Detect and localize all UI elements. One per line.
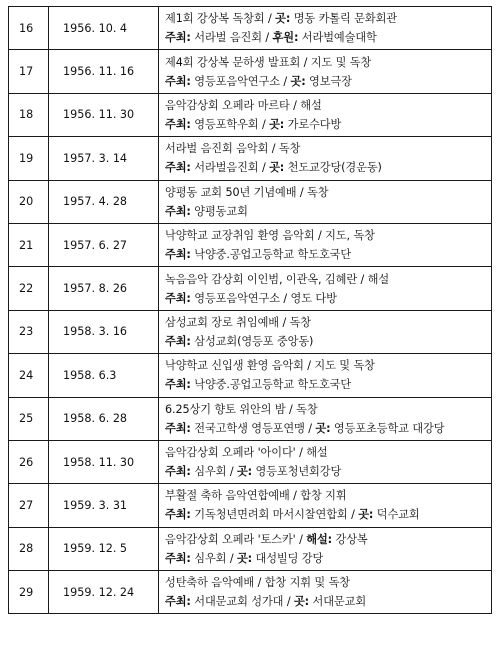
field-text: 서라벌 음진회 음악회 / 독창 <box>165 142 301 156</box>
table-row <box>9 484 492 527</box>
field-text: 제1회 강상복 독창회 / <box>165 12 276 26</box>
field-text: 삼성교회(영등포 중앙동) <box>190 334 314 348</box>
event-title-line <box>165 400 491 419</box>
field-text: 녹음음악 감상회 이인범, 이관옥, 김혜란 / 해설 <box>165 272 390 286</box>
event-host-line <box>165 549 491 568</box>
event-date: 1957. 8. 26 <box>49 267 159 310</box>
event-date: 1959. 12. 24 <box>49 571 159 614</box>
field-text: 낙양중.공업고등학교 학도호국단 <box>190 378 352 392</box>
event-host-line <box>165 245 491 264</box>
field-label: 주최: <box>165 161 191 175</box>
event-number: 23 <box>9 310 49 353</box>
event-title-line <box>165 139 491 158</box>
event-number: 22 <box>9 267 49 310</box>
table-row <box>9 527 492 570</box>
event-number: 24 <box>9 354 49 397</box>
field-text: 음악감상회 오페라 '아이다' / 해설 <box>165 446 328 460</box>
event-date: 1958. 11. 30 <box>49 440 159 483</box>
event-host-line <box>165 419 491 438</box>
event-table <box>8 6 492 614</box>
field-label: 주최: <box>165 465 191 479</box>
field-text: 심우회 / <box>190 465 237 479</box>
event-description <box>159 7 492 50</box>
field-text: 가로수다방 <box>284 117 342 131</box>
event-date: 1959. 3. 31 <box>49 484 159 527</box>
field-text: 영등포음악연구소 / 영도 다방 <box>190 291 337 305</box>
field-label: 주최: <box>165 421 191 435</box>
field-label: 주최: <box>165 595 191 609</box>
event-date: 1958. 6.3 <box>49 354 159 397</box>
field-text: 영등포청년회강당 <box>252 465 342 479</box>
field-label: 주최: <box>165 248 191 262</box>
field-label: 곳: <box>236 465 253 479</box>
event-description <box>159 571 492 614</box>
event-title-line <box>165 226 491 245</box>
field-text: 낙양학교 교장취임 환영 음악회 / 지도, 독창 <box>165 229 375 243</box>
field-text: 양평동교회 <box>190 204 248 218</box>
field-text: 기독청년면려회 마서시찰연합회 / <box>190 508 359 522</box>
field-label: 주최: <box>165 74 191 88</box>
table-row <box>9 50 492 93</box>
event-date: 1957. 4. 28 <box>49 180 159 223</box>
table-row <box>9 571 492 614</box>
table-row <box>9 267 492 310</box>
field-label: 곳: <box>290 74 306 88</box>
event-date: 1957. 6. 27 <box>49 223 159 266</box>
field-label: 곳: <box>275 12 291 26</box>
event-title-line <box>165 313 491 332</box>
event-host-line <box>165 28 491 47</box>
field-text: 제4회 강상복 문하생 발표회 / 지도 및 독창 <box>165 55 372 69</box>
event-description <box>159 527 492 570</box>
field-text: 음악감상회 오페라 마르타 / 해설 <box>165 98 322 112</box>
event-host-line <box>165 72 491 91</box>
table-row <box>9 440 492 483</box>
event-title-line <box>165 270 491 289</box>
event-date: 1956. 10. 4 <box>49 7 159 50</box>
field-label: 주최: <box>165 31 191 45</box>
event-host-line <box>165 375 491 394</box>
event-number: 21 <box>9 223 49 266</box>
event-number: 17 <box>9 50 49 93</box>
field-label: 주최: <box>165 551 191 565</box>
event-description <box>159 223 492 266</box>
event-title-line <box>165 443 491 462</box>
field-text: 양평동 교회 50년 기념예배 / 독창 <box>165 185 329 199</box>
table-row <box>9 354 492 397</box>
event-description <box>159 397 492 440</box>
field-label: 주최: <box>165 334 191 348</box>
field-label: 곳: <box>293 595 310 609</box>
field-text: 서대문교회 성가대 / <box>190 595 294 609</box>
event-host-line <box>165 115 491 134</box>
field-text: 서대문교회 <box>309 595 367 609</box>
event-number: 20 <box>9 180 49 223</box>
event-title-line <box>165 9 491 28</box>
event-title-line <box>165 183 491 202</box>
field-text: 삼성교회 장로 취임예배 / 독창 <box>165 315 311 329</box>
field-text: 성탄축하 음악예배 / 합창 지휘 및 독창 <box>165 576 351 590</box>
field-text: 명동 카톨릭 문화회관 <box>290 12 397 26</box>
event-host-line <box>165 462 491 481</box>
table-row <box>9 7 492 50</box>
table-row <box>9 397 492 440</box>
field-text: 낙양학교 신입생 환영 음악회 / 지도 및 독창 <box>165 359 375 373</box>
event-title-line <box>165 356 491 375</box>
event-title-line <box>165 486 491 505</box>
event-host-line <box>165 592 491 611</box>
event-number: 19 <box>9 137 49 180</box>
field-label: 주최: <box>165 508 191 522</box>
field-label: 주최: <box>165 378 191 392</box>
field-text: 덕수교회 <box>373 508 420 522</box>
event-description <box>159 267 492 310</box>
event-title-line <box>165 96 491 115</box>
event-description <box>159 484 492 527</box>
table-row <box>9 180 492 223</box>
event-description <box>159 310 492 353</box>
event-date: 1959. 12. 5 <box>49 527 159 570</box>
field-text: 전국고학생 영등포연맹 / <box>190 421 316 435</box>
event-date: 1958. 6. 28 <box>49 397 159 440</box>
field-text: 낙양중.공업고등학교 학도호국단 <box>190 248 352 262</box>
table-row <box>9 137 492 180</box>
field-text: 심우회 / <box>190 551 237 565</box>
event-number: 28 <box>9 527 49 570</box>
table-row <box>9 310 492 353</box>
event-title-line <box>165 530 491 549</box>
field-text: 영등포음악연구소 / <box>190 74 291 88</box>
event-number: 18 <box>9 93 49 136</box>
field-text: 영보극장 <box>305 74 352 88</box>
event-date: 1958. 3. 16 <box>49 310 159 353</box>
field-text: 부활절 축하 음악연합예배 / 합창 지휘 <box>165 489 347 503</box>
field-label: 주최: <box>165 291 191 305</box>
event-description <box>159 93 492 136</box>
field-label: 곳: <box>269 117 285 131</box>
event-table-body <box>9 7 492 614</box>
event-history-document <box>8 6 492 614</box>
event-host-line <box>165 332 491 351</box>
field-text: 영등포학우회 / <box>190 117 270 131</box>
field-text: 서라벌음진회 / <box>190 161 270 175</box>
event-title-line <box>165 53 491 72</box>
event-description <box>159 440 492 483</box>
field-label: 해설: <box>306 532 333 546</box>
event-date: 1957. 3. 14 <box>49 137 159 180</box>
field-label: 곳: <box>315 421 331 435</box>
field-text: 천도교강당(경운동) <box>284 161 382 175</box>
event-title-line <box>165 573 491 592</box>
event-description <box>159 137 492 180</box>
table-row <box>9 93 492 136</box>
field-text: 음악감상회 오페라 '토스카' / <box>165 532 307 546</box>
field-text: 영등포초등학교 대강당 <box>330 421 445 435</box>
field-label: 곳: <box>358 508 374 522</box>
event-number: 25 <box>9 397 49 440</box>
event-number: 26 <box>9 440 49 483</box>
field-label: 후원: <box>272 31 299 45</box>
field-text: 서라벌예술대학 <box>298 31 377 45</box>
event-number: 16 <box>9 7 49 50</box>
field-text: 강상복 <box>332 532 368 546</box>
event-description <box>159 50 492 93</box>
event-host-line <box>165 505 491 524</box>
event-date: 1956. 11. 16 <box>49 50 159 93</box>
field-text: 대성빌딩 강당 <box>252 551 324 565</box>
field-text: 6.25상기 향토 위안의 밤 / 독창 <box>165 402 318 416</box>
event-host-line <box>165 158 491 177</box>
field-label: 주최: <box>165 204 191 218</box>
field-label: 곳: <box>236 551 253 565</box>
field-text: 서라벌 음진회 / <box>190 31 273 45</box>
event-host-line <box>165 289 491 308</box>
event-number: 29 <box>9 571 49 614</box>
event-description <box>159 354 492 397</box>
field-label: 주최: <box>165 117 191 131</box>
event-date: 1956. 11. 30 <box>49 93 159 136</box>
event-host-line <box>165 202 491 221</box>
event-number: 27 <box>9 484 49 527</box>
event-description <box>159 180 492 223</box>
field-label: 곳: <box>269 161 285 175</box>
table-row <box>9 223 492 266</box>
